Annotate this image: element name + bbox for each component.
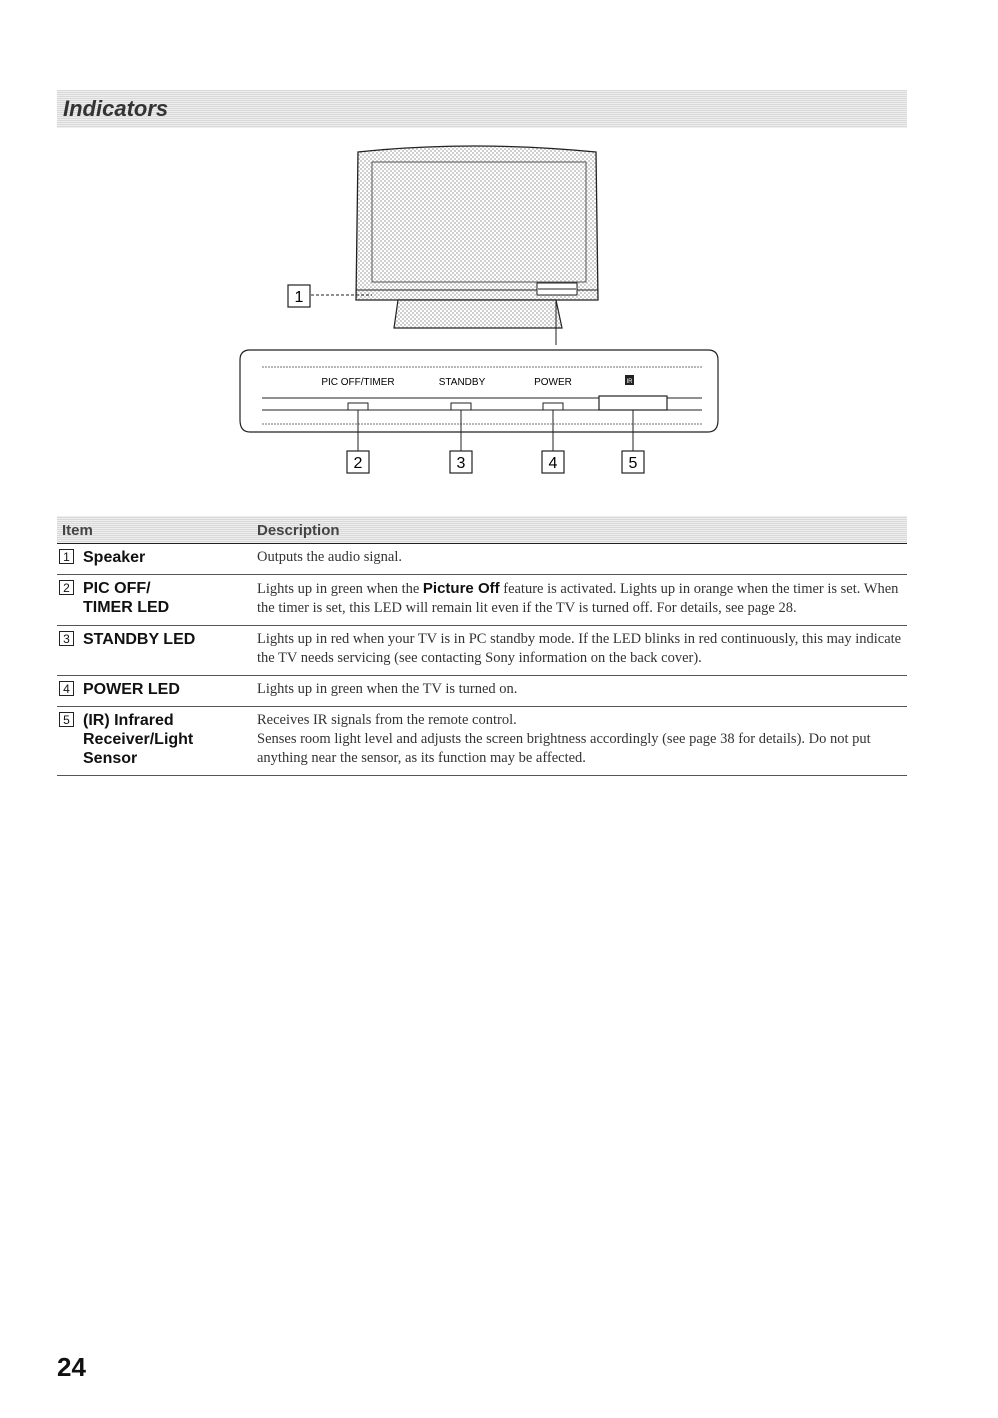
table-row <box>57 544 907 575</box>
description-text: Senses room light level and adjusts the screen brightness accordingly (see page 38 for details). Do not put anything near the sensor, as its function may be affected. <box>257 731 871 766</box>
callout-5 <box>622 451 644 473</box>
svg-text:IR: IR <box>626 379 633 385</box>
item-number-box: 5 <box>59 712 74 727</box>
item-name: POWER LED <box>83 681 180 698</box>
item-number-box: 1 <box>59 549 74 564</box>
svg-text:5: 5 <box>628 455 638 472</box>
table-row <box>57 626 907 676</box>
description-cell <box>257 676 907 707</box>
item-cell <box>57 575 257 626</box>
power-led <box>543 403 563 410</box>
description-text: Lights up in green when the TV is turned on. <box>257 681 518 697</box>
item-cell <box>57 626 257 676</box>
indicator-panel <box>240 350 718 432</box>
description-cell <box>257 707 907 776</box>
description-text: feature is activated. Lights up in orange when the timer is set. When the timer is set, this LED will remain lit even if the TV is turned off. For details, see page 28. <box>257 581 899 616</box>
table-row <box>57 575 907 626</box>
callout-2 <box>347 451 369 473</box>
pic-off-timer-led <box>348 403 368 410</box>
table-row <box>57 676 907 707</box>
svg-text:2: 2 <box>353 455 363 472</box>
svg-text:3: 3 <box>456 455 466 472</box>
description-text: Outputs the audio signal. <box>257 549 402 565</box>
header-description: Description <box>257 516 907 544</box>
item-cell <box>57 707 257 776</box>
header-item: Item <box>57 516 257 544</box>
description-text: Receives IR signals from the remote control. <box>257 712 517 728</box>
item-name: PIC OFF/ TIMER LED <box>83 580 170 616</box>
page-number: 24 <box>57 1352 86 1382</box>
item-cell <box>57 676 257 707</box>
section-title: Indicators <box>63 96 169 121</box>
item-name: Speaker <box>83 549 146 566</box>
panel-label-pic-off-timer: PIC OFF/TIMER <box>321 377 395 388</box>
table-header-row <box>57 516 907 544</box>
description-text: Lights up in red when your TV is in PC standby mode. If the LED blinks in red continuously, this may indicate the TV needs servicing (see contacting Sony information on the back cover). <box>257 631 902 666</box>
item-number-box: 3 <box>59 631 74 646</box>
svg-text:1: 1 <box>294 289 304 306</box>
indicator-table <box>57 516 907 776</box>
ir-receiver-window <box>599 396 667 410</box>
item-name: STANDBY LED <box>83 631 196 648</box>
description-cell <box>257 626 907 676</box>
picture-off-term: Picture Off <box>422 580 500 597</box>
item-name: (IR) Infrared Receiver/Light Sensor <box>83 712 194 767</box>
item-number-box: 2 <box>59 580 74 595</box>
svg-text:4: 4 <box>548 455 558 472</box>
panel-label-power: POWER <box>534 377 572 388</box>
tv-illustration <box>356 146 598 345</box>
panel-label-standby: STANDBY <box>438 377 486 388</box>
description-cell <box>257 575 907 626</box>
item-cell <box>57 544 257 575</box>
table-row <box>57 707 907 776</box>
description-cell <box>257 544 907 575</box>
callout-4 <box>542 451 564 473</box>
description-text: Lights up in green when the <box>257 581 423 597</box>
tv-indicator-diagram <box>0 0 998 490</box>
item-number-box: 4 <box>59 681 74 696</box>
callout-3 <box>450 451 472 473</box>
standby-led <box>451 403 471 410</box>
